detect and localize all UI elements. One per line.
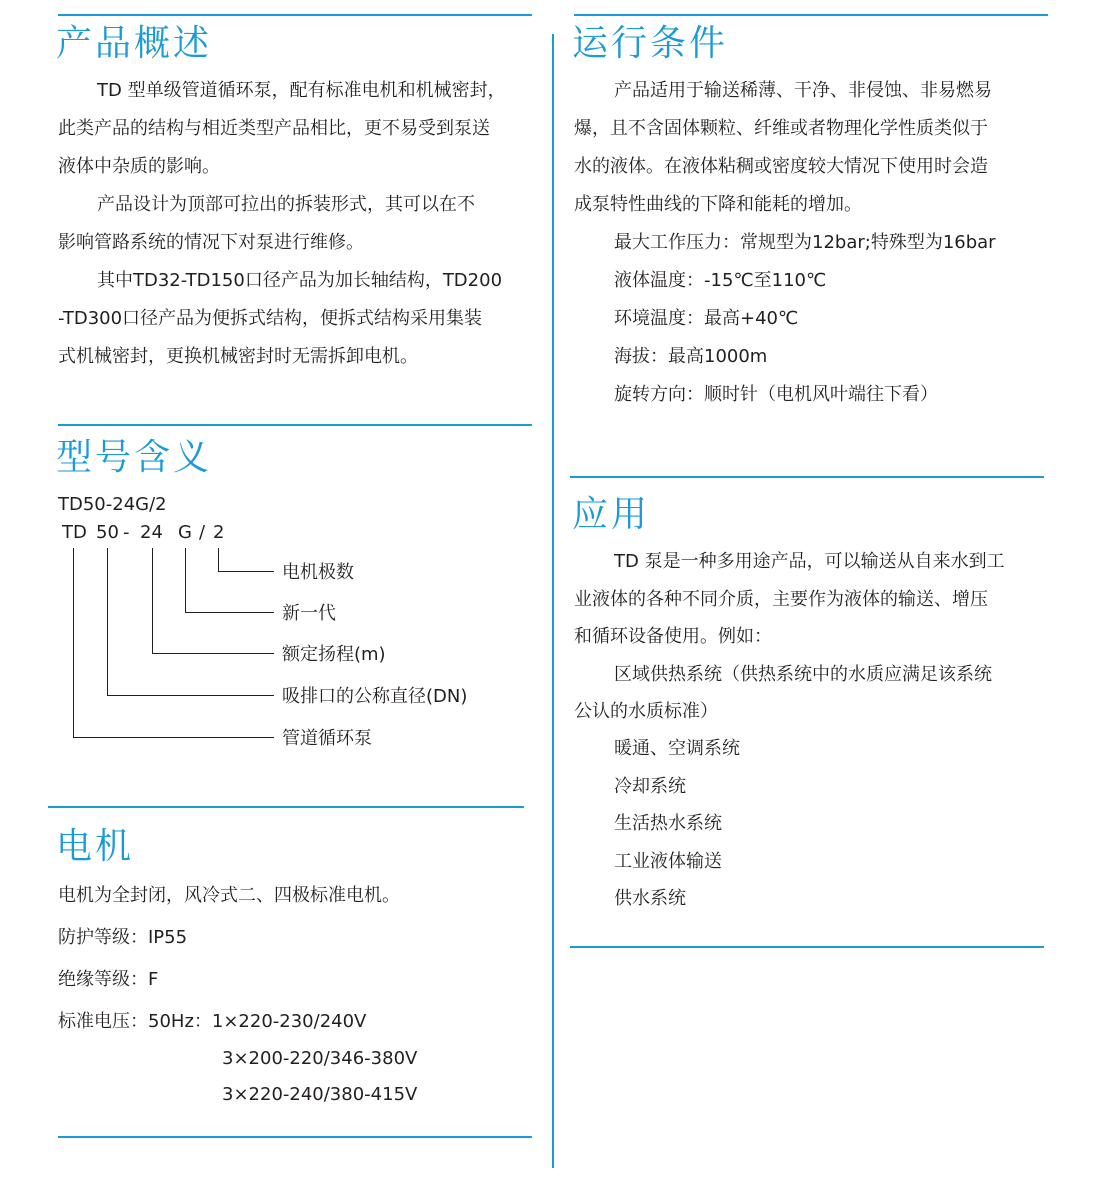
application-line: 供水系统 [614, 888, 686, 909]
model-example: TD50-24G/2 [58, 494, 167, 515]
motor-line: 电机为全封闭，风冷式二、四极标准电机。 [58, 885, 400, 906]
overview-line: 液体中杂质的影响。 [58, 156, 220, 177]
leader-generation-h [185, 612, 274, 613]
model-seg-head: 24 [140, 522, 163, 543]
operating-line: 产品适用于输送稀薄、干净、非侵蚀、非易燃易 [614, 80, 992, 101]
divider-operating-bottom [570, 476, 1044, 478]
application-line: 冷却系统 [614, 776, 686, 797]
overview-line: TD 型单级管道循环泵，配有标准电机和机械密封， [97, 80, 506, 101]
application-line: 业液体的各种不同介质，主要作为液体的输送、增压 [574, 589, 988, 610]
leader-head-h [152, 653, 274, 654]
operating-line: 海拔：最高1000m [614, 346, 768, 367]
divider-top-left [58, 14, 532, 16]
leader-diameter-h [107, 695, 274, 696]
divider-top-right [574, 14, 1048, 16]
model-seg-series: TD [62, 522, 87, 543]
overview-line: 式机械密封，更换机械密封时无需拆卸电机。 [58, 346, 418, 367]
motor-line: 标准电压：50Hz：1×220-230/240V [58, 1011, 367, 1032]
motor-line: 防护等级：IP55 [58, 927, 188, 948]
application-line: 暖通、空调系统 [614, 738, 740, 759]
divider-motor-bottom [58, 1136, 532, 1138]
operating-line: 爆，且不含固体颗粒、纤维或者物理化学性质类似于 [574, 118, 988, 139]
meaning-diameter: 吸排口的公称直径(DN) [282, 686, 468, 707]
application-line: 区域供热系统（供热系统中的水质应满足该系统 [614, 664, 992, 685]
application-line: 生活热水系统 [614, 813, 722, 834]
operating-line: 水的液体。在液体粘稠或密度较大情况下使用时会造 [574, 156, 988, 177]
leader-head-v [152, 548, 153, 654]
divider-application-bottom [570, 946, 1044, 948]
leader-series-h [73, 737, 274, 738]
overview-line: 产品设计为顶部可拉出的拆装形式，其可以在不 [97, 194, 475, 215]
operating-line: 成泵特性曲线的下降和能耗的增加。 [574, 194, 862, 215]
application-line: 和循环设备使用。例如： [574, 626, 772, 647]
application-line: 公认的水质标准） [574, 701, 718, 722]
model-seg-poles: 2 [213, 522, 225, 543]
overview-title: 产品概述 [56, 23, 213, 64]
application-title: 应用 [572, 494, 651, 535]
divider-model-bottom [48, 806, 524, 808]
overview-line: 其中TD32-TD150口径产品为加长轴结构，TD200 [97, 270, 503, 291]
meaning-series: 管道循环泵 [282, 728, 372, 749]
leader-poles-v [218, 548, 219, 572]
meaning-generation: 新一代 [282, 603, 336, 624]
motor-line: 3×200-220/346-380V [222, 1048, 418, 1069]
model-seg-diameter: 50 [96, 522, 119, 543]
operating-line: 环境温度：最高+40℃ [614, 308, 799, 329]
operating-title: 运行条件 [572, 23, 729, 64]
overview-line: -TD300口径产品为便拆式结构，便拆式结构采用集装 [58, 308, 483, 329]
leader-poles-h [218, 571, 274, 572]
column-divider [552, 34, 554, 1168]
operating-line: 液体温度：-15℃至110℃ [614, 270, 827, 291]
operating-line: 旋转方向：顺时针（电机风叶端往下看） [614, 384, 938, 405]
overview-line: 影响管路系统的情况下对泵进行维修。 [58, 232, 364, 253]
operating-line: 最大工作压力：常规型为12bar;特殊型为16bar [614, 232, 996, 253]
motor-title: 电机 [56, 826, 135, 867]
leader-generation-v [185, 548, 186, 613]
model-title: 型号含义 [56, 437, 213, 478]
application-line: 工业液体输送 [614, 851, 722, 872]
meaning-head: 额定扬程(m) [282, 644, 386, 665]
model-seg-generation: G [178, 522, 192, 543]
leader-diameter-v [107, 548, 108, 696]
motor-line: 绝缘等级：F [58, 969, 159, 990]
motor-line: 3×220-240/380-415V [222, 1084, 418, 1105]
model-seg-dash: - [123, 522, 130, 543]
meaning-poles: 电机极数 [282, 562, 354, 583]
application-line: TD 泵是一种多用途产品，可以输送从自来水到工 [614, 551, 1005, 572]
divider-overview-bottom [58, 424, 532, 426]
leader-series-v [73, 548, 74, 738]
model-seg-slash: / [199, 522, 206, 543]
overview-line: 此类产品的结构与相近类型产品相比，更不易受到泵送 [58, 118, 490, 139]
